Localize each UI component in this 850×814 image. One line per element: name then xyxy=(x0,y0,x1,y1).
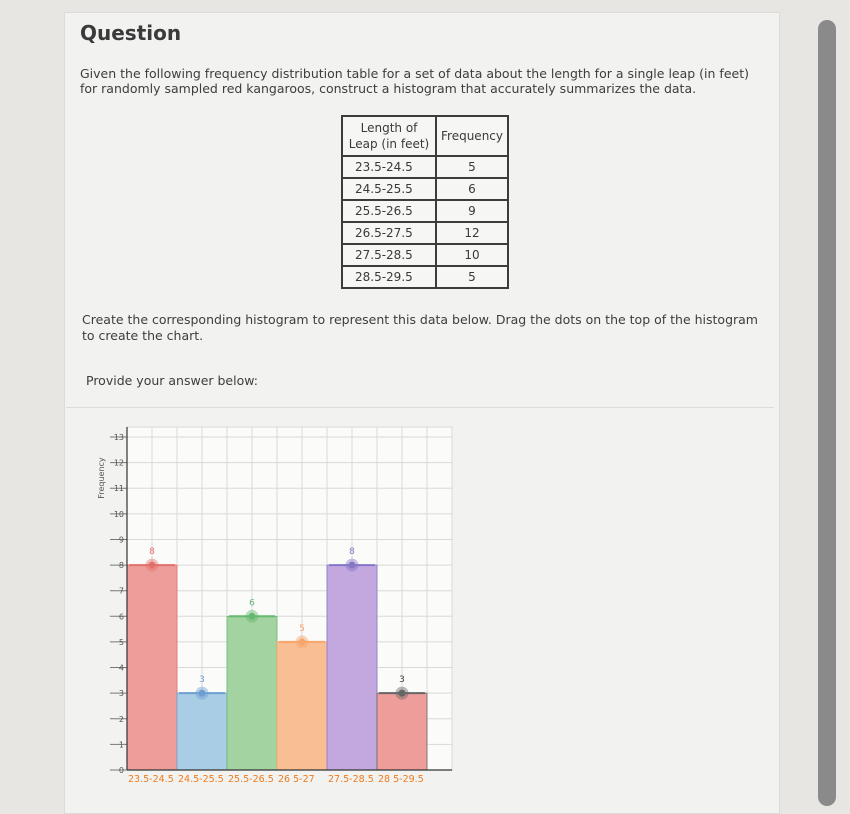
table-cell-frequency: 12 xyxy=(436,222,508,244)
page-scrollbar[interactable] xyxy=(818,20,836,806)
y-axis-label: Frequency xyxy=(97,457,106,499)
x-tick-label: 23.5-24.5 xyxy=(128,774,174,785)
drag-handle-dot[interactable] xyxy=(349,562,356,569)
y-tick-label: 0 xyxy=(118,766,124,775)
instruction-text: Create the corresponding histogram to represent this data below. Drag the dots on the top of the histogram to create the chart. xyxy=(82,312,758,343)
table-cell-frequency: 10 xyxy=(436,244,508,266)
column-header-frequency: Frequency xyxy=(436,116,508,156)
histogram-bar xyxy=(377,693,427,770)
y-tick-label: 11 xyxy=(113,484,124,494)
table-row xyxy=(342,156,508,178)
y-tick-label: 1 xyxy=(118,740,124,750)
drag-handle-dot[interactable] xyxy=(399,690,406,697)
question-text: Given the following frequency distribution table for a set of data about the length for a single leap (in feet) for randomly sampled red kangaroos, construct a histogram that accurately summarizes the data. xyxy=(80,66,749,96)
table-cell-frequency: 5 xyxy=(436,266,508,288)
bar-value-label: 3 xyxy=(399,675,405,686)
x-tick-label: 28 5-29.5 xyxy=(378,774,424,785)
histogram-chart xyxy=(90,420,460,800)
table-cell-range: 25.5-26.5 xyxy=(342,200,436,222)
x-tick-label: 25.5-26.5 xyxy=(228,774,274,785)
section-divider xyxy=(66,407,774,408)
drag-handle-dot[interactable] xyxy=(299,638,306,645)
drag-handle-dot[interactable] xyxy=(149,562,156,569)
y-tick-label: 13 xyxy=(113,433,124,442)
y-tick-label: 3 xyxy=(118,689,124,699)
table-row xyxy=(342,178,508,200)
frequency-table xyxy=(341,115,509,289)
table-row xyxy=(342,222,508,244)
y-tick-label: 10 xyxy=(113,509,124,519)
histogram-bar xyxy=(127,565,177,770)
bar-value-label: 5 xyxy=(299,623,305,634)
table-header-row xyxy=(342,116,508,156)
table-row xyxy=(342,200,508,222)
y-tick-label: 12 xyxy=(113,458,124,468)
bar-value-label: 8 xyxy=(349,547,355,558)
histogram-svg xyxy=(90,420,460,800)
table-cell-range: 28.5-29.5 xyxy=(342,266,436,288)
histogram-bar xyxy=(327,565,377,770)
question-title: Question xyxy=(80,21,182,45)
table-cell-frequency: 5 xyxy=(436,156,508,178)
histogram-bar xyxy=(227,616,277,770)
y-tick-label: 9 xyxy=(118,535,124,545)
drag-handle-dot[interactable] xyxy=(249,613,256,620)
table-row xyxy=(342,244,508,266)
table-cell-range: 26.5-27.5 xyxy=(342,222,436,244)
table-cell-range: 27.5-28.5 xyxy=(342,244,436,266)
column-header-length: Length of Leap (in feet) xyxy=(342,116,436,156)
table-cell-frequency: 9 xyxy=(436,200,508,222)
x-tick-label: 27.5-28.5 xyxy=(328,774,374,785)
y-tick-label: 2 xyxy=(118,714,124,724)
drag-handle-dot[interactable] xyxy=(199,690,206,697)
table-row xyxy=(342,266,508,288)
histogram-bar xyxy=(277,642,327,770)
x-tick-label: 24.5-25.5 xyxy=(178,774,224,785)
table-cell-range: 24.5-25.5 xyxy=(342,178,436,200)
histogram-bar xyxy=(177,693,227,770)
bar-value-label: 3 xyxy=(199,675,205,686)
y-tick-label: 7 xyxy=(118,586,124,596)
answer-label: Provide your answer below: xyxy=(86,373,258,388)
bar-value-label: 6 xyxy=(249,598,255,609)
table-cell-range: 23.5-24.5 xyxy=(342,156,436,178)
x-tick-label: 26 5-27 xyxy=(278,774,315,785)
y-tick-label: 8 xyxy=(118,561,124,571)
y-tick-label: 5 xyxy=(118,637,124,647)
y-tick-label: 4 xyxy=(118,663,124,673)
bar-value-label: 8 xyxy=(149,547,155,558)
y-tick-label: 6 xyxy=(118,612,124,622)
table-cell-frequency: 6 xyxy=(436,178,508,200)
